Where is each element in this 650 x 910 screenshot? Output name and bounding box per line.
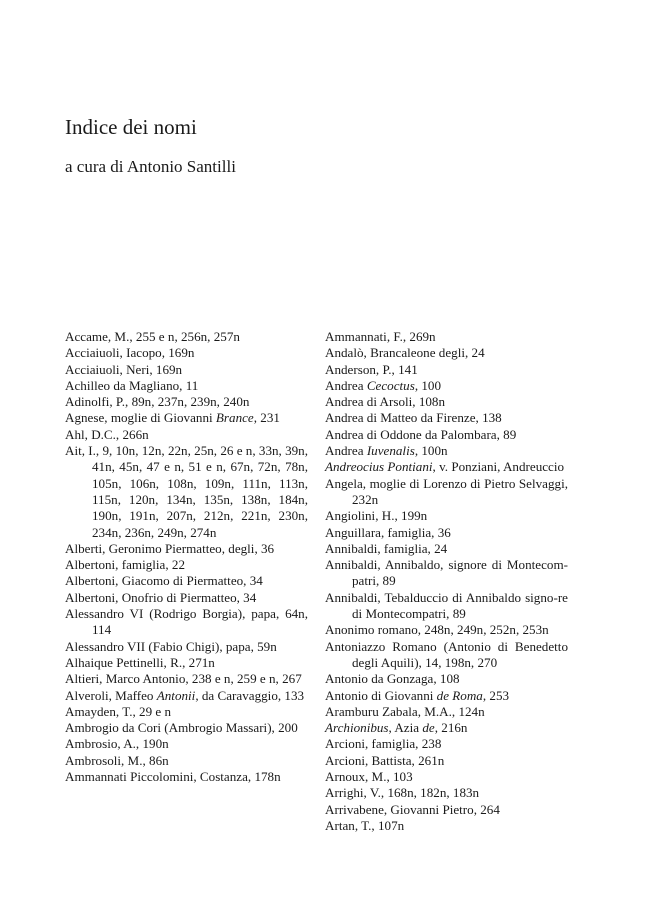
index-entry [325,753,568,769]
index-entry [65,753,308,769]
index-entry [325,736,568,752]
index-entry [325,476,568,509]
index-entry [325,362,568,378]
index-entry [325,769,568,785]
index-entry-text: , Azia [388,720,423,736]
index-entry-text: Ammannati, F., 269n [325,329,436,344]
index-entry [325,394,568,410]
index-entry-text: Arrighi, V., 168n, 182n, 183n [325,785,480,801]
index-entry-text: Albertoni, Onofrio di Piermatteo, 34 [65,589,257,605]
index-entry [325,590,568,623]
index-entry-text: Altieri, Marco Antonio, 238 e n, 259 e n, 267 [65,671,302,687]
index-entry [65,655,308,671]
index-entry [65,671,308,687]
index-entry [325,785,568,801]
index-entry [65,557,308,573]
index-entry [325,427,568,443]
index-entry-text: , 100 [414,377,441,393]
index-entry-text: Adinolfi, P., 89n, 237n, 239n, 240n [65,394,250,410]
index-entry-text: Alveroli, Maffeo [65,687,157,703]
index-entry-text: , da Caravaggio, 133 [195,687,305,703]
index-entry [65,573,308,589]
index-entry-text: Anguillara, famiglia, 36 [325,524,451,540]
index-entry-text: Acciaiuoli, Neri, 169n [65,361,183,377]
index-entry-text: Arnoux, M., 103 [325,769,413,785]
index-entry-text: Annibaldi, famiglia, 24 [325,540,448,556]
index-entry [65,427,308,443]
index-entry-text: Alhaique Pettinelli, R., 271n [65,654,215,670]
index-entry-text: Arrivabene, Giovanni Pietro, 264 [325,801,500,817]
index-entry [65,541,308,557]
index-column-right [325,329,568,834]
index-entry-text: Andalò, Brancaleone degli, 24 [325,345,485,361]
index-entry [325,818,568,834]
index-entry [325,688,568,704]
index-entry-text: Andrea [325,377,367,393]
index-entry [325,802,568,818]
index-entry [65,704,308,720]
index-entry-text: Anonimo romano, 248n, 249n, 252n, 253n [325,622,549,638]
index-entry-text: Albertoni, famiglia, 22 [65,557,185,573]
index-entry-text: Andrea di Arsoli, 108n [325,394,446,410]
index-entry-text: Agnese, moglie di Giovanni [65,410,216,426]
index-entry-italic: Antonii [156,687,196,703]
index-entry [325,541,568,557]
index-entry-italic: Iuvenalis [366,443,415,459]
index-entry-text: Andrea di Matteo da Firenze, 138 [325,410,502,426]
index-entry [325,378,568,394]
index-entry-text: Ambrosio, A., 190n [65,736,169,752]
index-entry [325,508,568,524]
index-entry-text: Ambrogio da Cori (Ambrogio Massari), 200 [65,720,298,736]
index-entry-text: Amayden, T., 29 e n [65,703,172,719]
index-entry [325,410,568,426]
index-entry-text: , 216n [434,720,468,736]
index-entry-text: Alessandro VI (Rodrigo Borgia), papa, 64n, 114 [65,606,308,638]
index-entry [65,639,308,655]
index-entry [65,394,308,410]
index-entry-text: Andrea [325,443,367,459]
index-entry [325,329,568,345]
index-entry-text: Ait, I., 9, 10n, 12n, 22n, 25n, 26 e n, 33n, 39n, 41n, 45n, 47 e n, 51 e n, 67n, 72n, 78n, 105n, 106n, 108n, 109n, 111n, 113n, 115n, 120n, 134n, 135n, 138n, 184n, 190n, 191n, 207n, 212n, 221n, 230n, 234n, 236n, 249n, 274n [65,443,308,540]
index-entry-text: Annibaldi, Annibaldo, signore di Montecom-patri, 89 [325,557,568,589]
index-entry-text: , 231 [253,410,280,426]
index-entry-text: Ammannati Piccolomini, Costanza, 178n [65,769,281,785]
index-entry-italic: Brance [215,410,254,426]
index-entry [65,443,308,541]
index-entry [65,345,308,361]
index-entry-text: Accame, M., 255 e n, 256n, 257n [65,329,240,344]
index-entry-text: Ambrosoli, M., 86n [65,752,169,768]
index-entry [65,362,308,378]
index-entry-text: Angiolini, H., 199n [325,508,428,524]
index-entry-text: Antonio da Gonzaga, 108 [325,671,460,687]
index-entry-text: Artan, T., 107n [325,817,405,833]
index-entry-text: Alberti, Geronimo Piermatteo, degli, 36 [65,540,275,556]
index-entry [65,688,308,704]
index-entry-text: Ahl, D.C., 266n [65,426,149,442]
index-entry-text: , 253 [482,687,510,703]
index-entry [65,329,308,345]
index-entry-italic: Andreocius Pontiani [325,459,433,475]
index-entry-text: Achilleo da Magliano, 11 [65,377,199,393]
index-entry-text: Anderson, P., 141 [325,361,418,377]
index-entry-text: , v. Ponziani, Andreuccio [432,459,565,475]
index-entry-text: Aramburu Zabala, M.A., 124n [325,703,485,719]
index-entry-italic: de Roma [436,687,483,703]
index-entry [325,704,568,720]
page-title: Indice dei nomi [65,115,197,139]
index-entry [325,443,568,459]
index-entry [65,720,308,736]
index-entry [65,606,308,639]
index-entry-italic: de [422,720,435,736]
index-entry [65,736,308,752]
index-entry [325,557,568,590]
index-entry-italic: Archionibus [325,720,389,736]
index-entry [65,769,308,785]
index-entry-text: Angela, moglie di Lorenzo di Pietro Selvaggi, 232n [325,475,568,507]
index-entry-text: Antoniazzo Romano (Antonio di Benedetto degli Aquili), 14, 198n, 270 [325,638,568,670]
index-entry-text: Alessandro VII (Fabio Chigi), papa, 59n [65,638,277,654]
index-entry [325,525,568,541]
index-entry [325,345,568,361]
index-entry [65,410,308,426]
index-entry-text: Acciaiuoli, Iacopo, 169n [65,345,195,361]
index-entry-text: Albertoni, Giacomo di Piermatteo, 34 [65,573,263,589]
index-entry [325,639,568,672]
index-entry-text: , 100n [414,443,448,459]
index-column-left [65,329,308,785]
page-subtitle: a cura di Antonio Santilli [65,157,236,176]
index-entry [325,720,568,736]
index-entry-text: Andrea di Oddone da Palombara, 89 [325,426,517,442]
index-entry-text: Antonio di Giovanni [325,687,437,703]
index-entry [65,378,308,394]
index-entry [325,622,568,638]
index-entry-text: Arcioni, Battista, 261n [325,752,445,768]
index-entry-italic: Cecoctus [366,377,415,393]
index-entry-text: Arcioni, famiglia, 238 [325,736,442,752]
index-entry [65,590,308,606]
index-entry [325,459,568,475]
index-entry [325,671,568,687]
index-entry-text: Annibaldi, Tebalduccio di Annibaldo signo-re di Montecompatri, 89 [325,589,568,622]
